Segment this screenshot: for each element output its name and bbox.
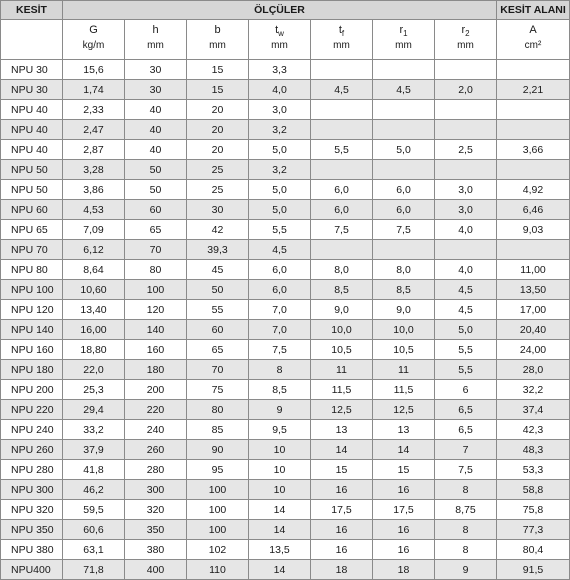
area-cell [497, 240, 570, 260]
width-cell: 102 [187, 540, 249, 560]
table-row [1, 400, 570, 420]
width-cell: 75 [187, 380, 249, 400]
web-thickness-cell: 5,5 [249, 220, 311, 240]
radius-1-cell: 11,5 [373, 380, 435, 400]
weight-cell: 63,1 [63, 540, 125, 560]
web-thickness-cell: 7,5 [249, 340, 311, 360]
radius-1-cell: 18 [373, 560, 435, 580]
weight-cell: 7,09 [63, 220, 125, 240]
column-symbol: A [529, 24, 537, 36]
web-thickness-cell: 6,0 [249, 260, 311, 280]
weight-cell: 8,64 [63, 260, 125, 280]
height-cell: 240 [125, 420, 187, 440]
radius-2-cell: 8 [435, 480, 497, 500]
column-header-row [1, 20, 570, 60]
radius-1-cell: 6,0 [373, 180, 435, 200]
width-cell: 15 [187, 80, 249, 100]
height-cell: 400 [125, 560, 187, 580]
blank-header-cell [1, 20, 63, 60]
flange-thickness-cell: 5,5 [311, 140, 373, 160]
height-cell: 120 [125, 300, 187, 320]
profile-name-cell: NPU400 [1, 560, 63, 580]
weight-cell: 6,12 [63, 240, 125, 260]
profile-name-cell: NPU 40 [1, 120, 63, 140]
flange-thickness-cell: 11 [311, 360, 373, 380]
column-symbol: $t_f$ [338, 24, 345, 39]
profile-name-cell: NPU 30 [1, 60, 63, 80]
weight-cell: 18,80 [63, 340, 125, 360]
profile-name-cell: NPU 40 [1, 140, 63, 160]
area-cell: 9,03 [497, 220, 570, 240]
height-cell: 140 [125, 320, 187, 340]
flange-thickness-cell: 12,5 [311, 400, 373, 420]
width-cell: 100 [187, 520, 249, 540]
profile-name-cell: NPU 30 [1, 80, 63, 100]
web-thickness-cell: 3,2 [249, 160, 311, 180]
profile-name-cell: NPU 260 [1, 440, 63, 460]
height-cell: 60 [125, 200, 187, 220]
radius-1-cell: 10,0 [373, 320, 435, 340]
radius-2-cell: 8,75 [435, 500, 497, 520]
weight-cell: 4,53 [63, 200, 125, 220]
height-cell: 260 [125, 440, 187, 460]
radius-1-cell: 4,5 [373, 80, 435, 100]
flange-thickness-cell: 18 [311, 560, 373, 580]
height-cell: 300 [125, 480, 187, 500]
profile-name-cell: NPU 200 [1, 380, 63, 400]
radius-1-cell: 9,0 [373, 300, 435, 320]
height-cell: 100 [125, 280, 187, 300]
area-cell: 24,00 [497, 340, 570, 360]
column-unit: mm [271, 40, 288, 51]
table-row [1, 280, 570, 300]
radius-2-cell: 5,5 [435, 340, 497, 360]
area-cell: 53,3 [497, 460, 570, 480]
column-unit: mm [333, 40, 350, 51]
profile-name-cell: NPU 220 [1, 400, 63, 420]
area-cell: 75,8 [497, 500, 570, 520]
width-cell: 110 [187, 560, 249, 580]
radius-2-cell: 2,0 [435, 80, 497, 100]
height-cell: 220 [125, 400, 187, 420]
radius-1-cell: 14 [373, 440, 435, 460]
table-row [1, 180, 570, 200]
weight-cell: 29,4 [63, 400, 125, 420]
area-cell [497, 160, 570, 180]
table-row [1, 60, 570, 80]
area-cell: 28,0 [497, 360, 570, 380]
radius-1-cell [373, 240, 435, 260]
column-unit: mm [457, 40, 474, 51]
web-thickness-cell: 8,5 [249, 380, 311, 400]
weight-cell: 33,2 [63, 420, 125, 440]
column-unit: kg/m [82, 40, 105, 51]
height-cell: 50 [125, 160, 187, 180]
width-cell: 20 [187, 120, 249, 140]
height-cell: 50 [125, 180, 187, 200]
olculer-header: ÖLÇÜLER [63, 1, 497, 20]
width-cell: 42 [187, 220, 249, 240]
area-cell: 48,3 [497, 440, 570, 460]
table-row [1, 320, 570, 340]
width-cell: 80 [187, 400, 249, 420]
width-cell: 15 [187, 60, 249, 80]
profile-name-cell: NPU 65 [1, 220, 63, 240]
width-cell: 30 [187, 200, 249, 220]
flange-thickness-cell [311, 120, 373, 140]
weight-cell: 60,6 [63, 520, 125, 540]
area-cell: 91,5 [497, 560, 570, 580]
profile-name-cell: NPU 180 [1, 360, 63, 380]
area-cell: 42,3 [497, 420, 570, 440]
weight-cell: 16,00 [63, 320, 125, 340]
width-cell: 20 [187, 100, 249, 120]
table-row [1, 440, 570, 460]
weight-cell: 3,28 [63, 160, 125, 180]
radius-1-cell [373, 160, 435, 180]
column-header-r1 [373, 20, 435, 60]
table-row [1, 480, 570, 500]
radius-2-cell: 4,5 [435, 280, 497, 300]
weight-cell: 3,86 [63, 180, 125, 200]
height-cell: 70 [125, 240, 187, 260]
height-cell: 200 [125, 380, 187, 400]
width-cell: 85 [187, 420, 249, 440]
table-row [1, 340, 570, 360]
width-cell: 100 [187, 480, 249, 500]
radius-1-cell: 16 [373, 520, 435, 540]
radius-2-cell: 2,5 [435, 140, 497, 160]
flange-thickness-cell: 8,0 [311, 260, 373, 280]
table-row [1, 460, 570, 480]
table-row [1, 200, 570, 220]
radius-2-cell: 6,5 [435, 420, 497, 440]
height-cell: 380 [125, 540, 187, 560]
radius-2-cell: 5,5 [435, 360, 497, 380]
radius-1-cell [373, 100, 435, 120]
profile-name-cell: NPU 280 [1, 460, 63, 480]
radius-2-cell [435, 60, 497, 80]
radius-1-cell: 8,5 [373, 280, 435, 300]
flange-thickness-cell: 6,0 [311, 200, 373, 220]
flange-thickness-cell: 15 [311, 460, 373, 480]
kesit-header: KESİT [1, 1, 63, 20]
flange-thickness-cell [311, 60, 373, 80]
flange-thickness-cell: 17,5 [311, 500, 373, 520]
radius-1-cell: 11 [373, 360, 435, 380]
height-cell: 280 [125, 460, 187, 480]
width-cell: 25 [187, 160, 249, 180]
weight-cell: 15,6 [63, 60, 125, 80]
width-cell: 39,3 [187, 240, 249, 260]
area-cell: 3,66 [497, 140, 570, 160]
web-thickness-cell: 10 [249, 460, 311, 480]
weight-cell: 1,74 [63, 80, 125, 100]
weight-cell: 25,3 [63, 380, 125, 400]
web-thickness-cell: 3,3 [249, 60, 311, 80]
column-header-b [187, 20, 249, 60]
area-cell: 4,92 [497, 180, 570, 200]
radius-1-cell: 13 [373, 420, 435, 440]
weight-cell: 59,5 [63, 500, 125, 520]
column-symbol: h [152, 24, 159, 36]
area-cell: 17,00 [497, 300, 570, 320]
area-cell [497, 120, 570, 140]
area-cell: 2,21 [497, 80, 570, 100]
flange-thickness-cell: 10,5 [311, 340, 373, 360]
web-thickness-cell: 14 [249, 560, 311, 580]
area-cell: 77,3 [497, 520, 570, 540]
flange-thickness-cell: 7,5 [311, 220, 373, 240]
column-header-a [497, 20, 570, 60]
radius-2-cell: 8 [435, 540, 497, 560]
radius-1-cell: 17,5 [373, 500, 435, 520]
radius-1-cell [373, 60, 435, 80]
radius-1-cell: 16 [373, 540, 435, 560]
table-row [1, 160, 570, 180]
area-cell: 11,00 [497, 260, 570, 280]
profile-name-cell: NPU 50 [1, 180, 63, 200]
flange-thickness-cell: 8,5 [311, 280, 373, 300]
flange-thickness-cell: 4,5 [311, 80, 373, 100]
web-thickness-cell: 5,0 [249, 180, 311, 200]
web-thickness-cell: 9,5 [249, 420, 311, 440]
column-symbol: $t_w$ [275, 24, 284, 39]
table-row [1, 220, 570, 240]
web-thickness-cell: 4,0 [249, 80, 311, 100]
height-cell: 30 [125, 80, 187, 100]
profile-name-cell: NPU 160 [1, 340, 63, 360]
web-thickness-cell: 10 [249, 480, 311, 500]
radius-1-cell: 16 [373, 480, 435, 500]
web-thickness-cell: 10 [249, 440, 311, 460]
table-row [1, 420, 570, 440]
table-row [1, 80, 570, 100]
web-thickness-cell: 8 [249, 360, 311, 380]
flange-thickness-cell [311, 240, 373, 260]
profile-name-cell: NPU 100 [1, 280, 63, 300]
profile-name-cell: NPU 300 [1, 480, 63, 500]
radius-2-cell: 7 [435, 440, 497, 460]
column-header-tf [311, 20, 373, 60]
column-unit: cm² [524, 40, 542, 51]
web-thickness-cell: 3,2 [249, 120, 311, 140]
radius-2-cell [435, 100, 497, 120]
column-header-tw [249, 20, 311, 60]
radius-1-cell [373, 120, 435, 140]
profile-name-cell: NPU 120 [1, 300, 63, 320]
area-cell: 20,40 [497, 320, 570, 340]
column-symbol: b [214, 24, 221, 36]
web-thickness-cell: 5,0 [249, 140, 311, 160]
radius-1-cell: 10,5 [373, 340, 435, 360]
profile-name-cell: NPU 380 [1, 540, 63, 560]
web-thickness-cell: 7,0 [249, 320, 311, 340]
area-cell: 37,4 [497, 400, 570, 420]
radius-1-cell: 15 [373, 460, 435, 480]
table-row [1, 500, 570, 520]
radius-2-cell: 5,0 [435, 320, 497, 340]
width-cell: 50 [187, 280, 249, 300]
web-thickness-cell: 4,5 [249, 240, 311, 260]
flange-thickness-cell [311, 100, 373, 120]
area-cell [497, 60, 570, 80]
flange-thickness-cell: 14 [311, 440, 373, 460]
column-unit: mm [147, 40, 164, 51]
radius-2-cell: 6,5 [435, 400, 497, 420]
area-cell: 13,50 [497, 280, 570, 300]
height-cell: 65 [125, 220, 187, 240]
table-row [1, 380, 570, 400]
radius-2-cell: 3,0 [435, 180, 497, 200]
column-symbol: $r_1$ [399, 24, 408, 39]
height-cell: 160 [125, 340, 187, 360]
column-unit: mm [395, 40, 412, 51]
radius-2-cell: 8 [435, 520, 497, 540]
radius-1-cell: 8,0 [373, 260, 435, 280]
table-row [1, 360, 570, 380]
flange-thickness-cell [311, 160, 373, 180]
radius-1-cell: 5,0 [373, 140, 435, 160]
table-body [1, 60, 570, 580]
height-cell: 80 [125, 260, 187, 280]
profile-name-cell: NPU 140 [1, 320, 63, 340]
weight-cell: 13,40 [63, 300, 125, 320]
web-thickness-cell: 3,0 [249, 100, 311, 120]
area-cell [497, 100, 570, 120]
width-cell: 60 [187, 320, 249, 340]
profile-name-cell: NPU 60 [1, 200, 63, 220]
area-cell: 80,4 [497, 540, 570, 560]
area-cell: 32,2 [497, 380, 570, 400]
table-row [1, 300, 570, 320]
width-cell: 45 [187, 260, 249, 280]
height-cell: 40 [125, 120, 187, 140]
profile-name-cell: NPU 70 [1, 240, 63, 260]
column-unit: mm [209, 40, 226, 51]
height-cell: 40 [125, 100, 187, 120]
radius-2-cell: 4,0 [435, 260, 497, 280]
column-header-h [125, 20, 187, 60]
flange-thickness-cell: 13 [311, 420, 373, 440]
width-cell: 65 [187, 340, 249, 360]
flange-thickness-cell: 6,0 [311, 180, 373, 200]
radius-2-cell: 7,5 [435, 460, 497, 480]
height-cell: 180 [125, 360, 187, 380]
profile-name-cell: NPU 320 [1, 500, 63, 520]
header-group-row [1, 1, 570, 20]
column-header-g [63, 20, 125, 60]
radius-2-cell: 4,0 [435, 220, 497, 240]
radius-1-cell: 12,5 [373, 400, 435, 420]
width-cell: 100 [187, 500, 249, 520]
web-thickness-cell: 9 [249, 400, 311, 420]
width-cell: 55 [187, 300, 249, 320]
radius-1-cell: 6,0 [373, 200, 435, 220]
weight-cell: 2,33 [63, 100, 125, 120]
kesit-alani-header: KESİT ALANI [497, 1, 570, 20]
table-row [1, 540, 570, 560]
web-thickness-cell: 7,0 [249, 300, 311, 320]
width-cell: 95 [187, 460, 249, 480]
flange-thickness-cell: 16 [311, 480, 373, 500]
profile-name-cell: NPU 80 [1, 260, 63, 280]
web-thickness-cell: 6,0 [249, 280, 311, 300]
width-cell: 90 [187, 440, 249, 460]
area-cell: 58,8 [497, 480, 570, 500]
flange-thickness-cell: 9,0 [311, 300, 373, 320]
web-thickness-cell: 14 [249, 500, 311, 520]
height-cell: 30 [125, 60, 187, 80]
radius-2-cell [435, 160, 497, 180]
table-row [1, 100, 570, 120]
profile-name-cell: NPU 240 [1, 420, 63, 440]
height-cell: 350 [125, 520, 187, 540]
column-header-r2 [435, 20, 497, 60]
profile-name-cell: NPU 40 [1, 100, 63, 120]
radius-2-cell: 3,0 [435, 200, 497, 220]
area-cell: 6,46 [497, 200, 570, 220]
web-thickness-cell: 13,5 [249, 540, 311, 560]
weight-cell: 46,2 [63, 480, 125, 500]
radius-2-cell [435, 240, 497, 260]
weight-cell: 22,0 [63, 360, 125, 380]
radius-2-cell: 4,5 [435, 300, 497, 320]
web-thickness-cell: 5,0 [249, 200, 311, 220]
profile-name-cell: NPU 50 [1, 160, 63, 180]
weight-cell: 71,8 [63, 560, 125, 580]
weight-cell: 10,60 [63, 280, 125, 300]
profile-name-cell: NPU 350 [1, 520, 63, 540]
weight-cell: 37,9 [63, 440, 125, 460]
flange-thickness-cell: 11,5 [311, 380, 373, 400]
column-symbol: G [89, 24, 98, 36]
radius-2-cell: 6 [435, 380, 497, 400]
flange-thickness-cell: 10,0 [311, 320, 373, 340]
flange-thickness-cell: 16 [311, 540, 373, 560]
column-symbol: $r_2$ [461, 24, 470, 39]
table-row [1, 560, 570, 580]
radius-1-cell: 7,5 [373, 220, 435, 240]
web-thickness-cell: 14 [249, 520, 311, 540]
table-row [1, 120, 570, 140]
weight-cell: 2,47 [63, 120, 125, 140]
weight-cell: 2,87 [63, 140, 125, 160]
height-cell: 320 [125, 500, 187, 520]
table-row [1, 520, 570, 540]
width-cell: 70 [187, 360, 249, 380]
width-cell: 20 [187, 140, 249, 160]
flange-thickness-cell: 16 [311, 520, 373, 540]
table-row [1, 260, 570, 280]
table-row [1, 140, 570, 160]
radius-2-cell: 9 [435, 560, 497, 580]
height-cell: 40 [125, 140, 187, 160]
weight-cell: 41,8 [63, 460, 125, 480]
radius-2-cell [435, 120, 497, 140]
width-cell: 25 [187, 180, 249, 200]
table-row [1, 240, 570, 260]
